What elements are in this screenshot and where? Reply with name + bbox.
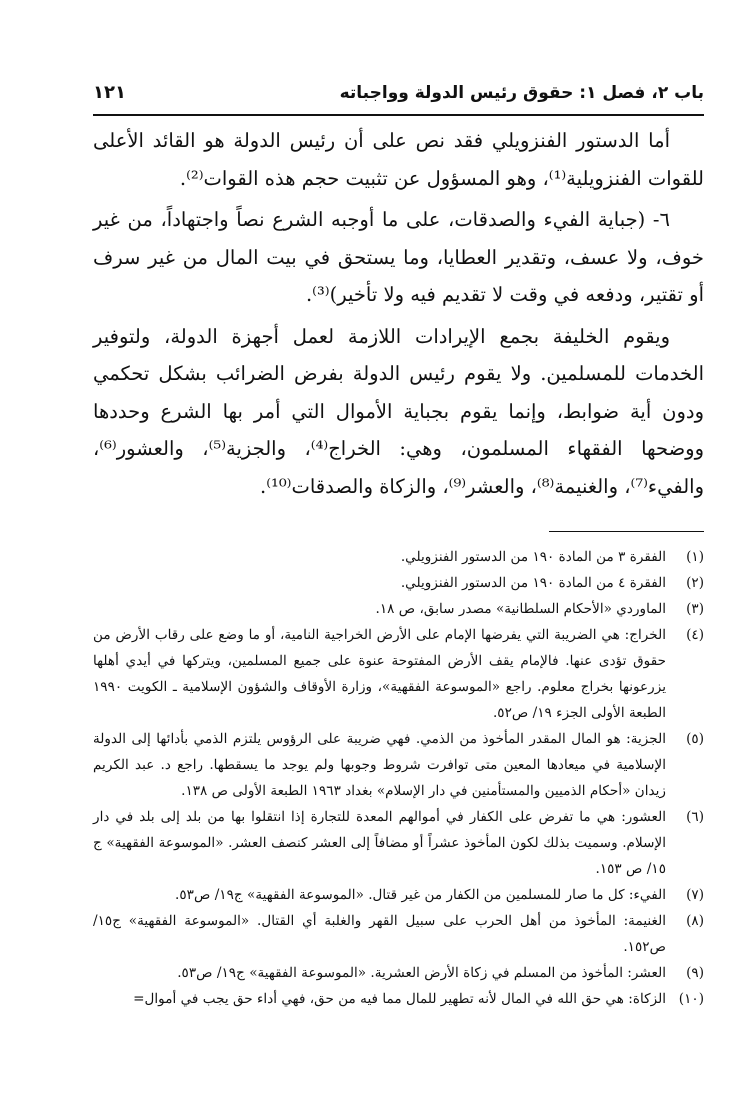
paragraph: ٦- (جباية الفيء والصدقات، على ما أوجبه الشرع نصاً واجتهاداً، من غير خوف، ولا عسف، وتقدير العطايا، وما يستحق في بيت المال من غير سرف أو تقتير، ودفعه في وقت لا تقديم فيه ولا تأخير)⁽³⁾. <box>93 208 704 306</box>
footnote-text: الفيء: كل ما صار للمسلمين من الكفار من غير قتال. «الموسوعة الفقهية» ج١٩/ ص٥٣. <box>175 887 666 903</box>
footnotes <box>93 544 704 1012</box>
footnote-text: الجزية: هو المال المقدر المأخوذ من الذمي. فهي ضريبة على الرؤوس يلتزم الذمي بأدائها إلى الدولة الإسلامية في ميعادها المعين متى توافرت شروط وجوبها ولم يوجد ما يسقطها. راجع د. عبد الكريم زيدان «أحكام الذميين والمستأمنين في دار الإسلام» بغداد ١٩٦٣ الطبعة الأولى ص ١٣٨. <box>93 731 666 799</box>
footnote-separator <box>549 531 704 532</box>
footnote-text: العشر: المأخوذ من المسلم في زكاة الأرض العشرية. «الموسوعة الفقهية» ج١٩/ ص٥٣. <box>177 965 666 981</box>
footnote-number: (٣) <box>686 601 704 617</box>
footnote-number: (٤) <box>686 627 704 643</box>
footnote <box>93 908 704 960</box>
footnote-text: الغنيمة: المأخوذ من أهل الحرب على سبيل القهر والغلبة أي القتال. «الموسوعة الفقهية» ج١٥/ ص١٥٢. <box>93 913 666 955</box>
footnote-number: (١٠) <box>678 991 704 1007</box>
footnote-number: (٨) <box>686 913 704 929</box>
main-text <box>93 122 704 505</box>
footnote-text: الماوردي «الأحكام السلطانية» مصدر سابق، ص ١٨. <box>375 601 666 617</box>
footnote <box>93 726 704 804</box>
book-page <box>93 82 704 1042</box>
footnote <box>93 622 704 726</box>
footnote-number: (٥) <box>686 731 704 747</box>
footnote-text: العشور: هي ما تفرض على الكفار في أموالهم المعدة للتجارة إذا انتقلوا بها من بلد إلى بلد في دار الإسلام. وسميت بذلك لكون المأخوذ عشراً أو مضافاً إلى العشر كنصف العشر. «الموسوعة الفقهية» ج ١٥/ ص ١٥٣. <box>93 809 666 877</box>
running-header <box>93 82 704 116</box>
footnote <box>93 882 704 908</box>
footnote-number: (٧) <box>686 887 704 903</box>
page-number: ١٢١ <box>93 82 126 103</box>
footnote-number: (١) <box>686 549 704 565</box>
footnote-text: الزكاة: هي حق الله في المال لأنه تطهير للمال مما فيه من حق، فهي أداء حق يجب في أموال= <box>133 991 666 1007</box>
footnote <box>93 804 704 882</box>
paragraph: أما الدستور الفنزويلي فقد نص على أن رئيس الدولة هو القائد الأعلى للقوات الفنزويلية⁽¹⁾، وهو المسؤول عن تثبيت حجم هذه القوات⁽²⁾. <box>93 129 704 190</box>
footnote <box>93 596 704 622</box>
footnote <box>93 570 704 596</box>
footnote <box>93 544 704 570</box>
footnote-text: الخراج: هي الضريبة التي يفرضها الإمام على الأرض الخراجية النامية، أو ما وضع على رقاب الأرض من حقوق تؤدى عنها. فالإمام يقف الأرض المفتوحة عنوة على جميع المسلمين، ويتركها في أيدي أهلها يزرعونها بخراج معلوم. راجع «الموسوعة الفقهية»، وزارة الأوقاف والشؤون الإسلامية ـ الكويت ١٩٩٠ الطبعة الأولى الجزء ١٩/ ص٥٢. <box>93 627 666 721</box>
paragraph: ويقوم الخليفة بجمع الإيرادات اللازمة لعمل أجهزة الدولة، ولتوفير الخدمات للمسلمين. ولا يقوم رئيس الدولة بفرض الضرائب بشكل تحكمي ودون أية ضوابط، وإنما يقوم بجباية الأموال التي أمر بها الشرع وحددها ووضحها الفقهاء المسلمون، وهي: الخراج⁽⁴⁾، والجزية⁽⁵⁾، والعشور⁽⁶⁾، والفيء⁽⁷⁾، والغنيمة⁽⁸⁾، والعشر⁽⁹⁾، والزكاة والصدقات⁽¹⁰⁾. <box>93 324 705 498</box>
footnote <box>93 986 704 1012</box>
footnote-number: (٩) <box>686 965 704 981</box>
footnote-text: الفقرة ٣ من المادة ١٩٠ من الدستور الفنزويلي. <box>400 549 666 565</box>
footnote <box>93 960 704 986</box>
footnote-number: (٢) <box>686 575 704 591</box>
footnote-text: الفقرة ٤ من المادة ١٩٠ من الدستور الفنزويلي. <box>400 575 666 591</box>
chapter-title: باب ٢، فصل ١: حقوق رئيس الدولة وواجباته <box>339 83 704 103</box>
footnote-number: (٦) <box>686 809 704 825</box>
